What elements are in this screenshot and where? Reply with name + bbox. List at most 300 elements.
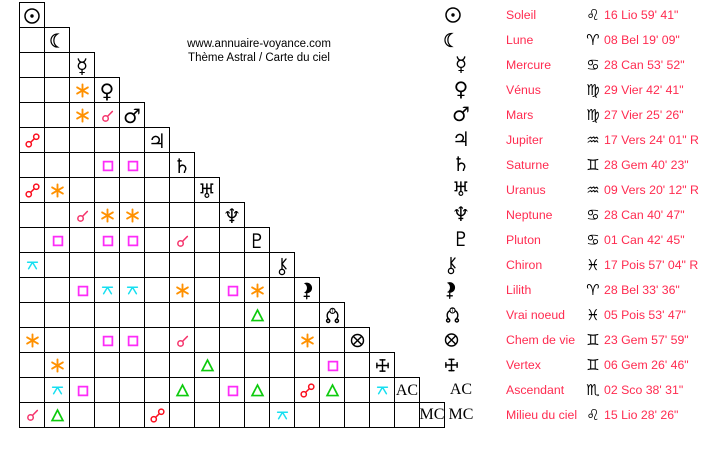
aspect-cell [144, 302, 170, 328]
square-icon [226, 384, 240, 398]
aspect-cell [94, 102, 120, 128]
legend-row [444, 2, 705, 27]
planet-cell-saturn [169, 152, 195, 178]
aspect-cell [119, 327, 145, 353]
planet-position: 28 Bel 33' 36" [604, 282, 680, 297]
aspect-cell [244, 277, 270, 303]
aspect-cell [69, 202, 95, 228]
aspect-cell [19, 177, 45, 203]
aspect-cell [244, 377, 270, 403]
aspect-cell [219, 252, 245, 278]
aspect-cell [69, 327, 95, 353]
aspect-cell [169, 227, 195, 253]
lilith-icon [301, 281, 313, 300]
planet-position: 02 Sco 38' 31" [604, 382, 684, 397]
planet-name: Uranus [506, 182, 546, 197]
aspect-cell [144, 352, 170, 378]
aspect-cell [119, 177, 145, 203]
aspect-cell [169, 352, 195, 378]
aspect-cell [194, 402, 220, 428]
planet-name: Jupiter [506, 132, 543, 147]
legend-glyph [444, 51, 478, 76]
aspect-cell [69, 377, 95, 403]
neptune-icon: ♆ [223, 203, 241, 228]
aspect-cell [19, 127, 45, 153]
legend-row [444, 377, 705, 402]
planet-cell-vertex [369, 352, 395, 378]
aspect-cell [94, 202, 120, 228]
planet-name: Chiron [506, 257, 543, 272]
aquarius-sign-icon: ♒ [586, 180, 600, 199]
planet-name: Ascendant [506, 382, 565, 397]
aspect-cell [144, 277, 170, 303]
chart-subtitle: Thème Astral / Carte du ciel [188, 52, 330, 64]
planet-cell-venus [94, 77, 120, 103]
aspect-cell [94, 127, 120, 153]
aspect-cell [94, 177, 120, 203]
aspect-cell [44, 177, 70, 203]
planet-position: 27 Vier 25' 26" [604, 107, 684, 122]
ac-label: AC [449, 380, 473, 398]
aspect-cell [44, 327, 70, 353]
gemini-sign-icon: ♊ [586, 355, 600, 374]
planet-cell-uranus [194, 177, 220, 203]
legend-row [444, 277, 705, 302]
aspect-cell [194, 277, 220, 303]
pisces-sign-icon: ♓ [586, 255, 600, 274]
trine-icon [250, 308, 265, 323]
sextile-icon [125, 208, 140, 223]
legend-row [444, 402, 705, 427]
planet-name: Chem de vie [506, 332, 576, 347]
planet-name: Milieu du ciel [506, 407, 578, 422]
true-node-icon [324, 307, 341, 324]
aspect-cell [19, 27, 45, 53]
venus-icon: ♀ [99, 78, 115, 103]
aspect-cell [294, 302, 320, 328]
planet-position: 01 Can 42' 45" [604, 232, 685, 247]
trine-icon [175, 383, 190, 398]
virgo-sign-icon: ♍ [586, 105, 600, 124]
conjunction-icon [101, 109, 115, 123]
jupiter-icon: ♃ [148, 128, 166, 153]
mercury-icon: ☿ [75, 53, 89, 78]
legend-glyph [444, 151, 478, 176]
square-icon [226, 284, 240, 298]
legend-glyph [444, 76, 478, 101]
aspect-cell [69, 127, 95, 153]
lilith-icon [444, 280, 456, 299]
legend-row [444, 227, 705, 252]
aspect-cell [244, 252, 270, 278]
chem-de-vie-icon [444, 332, 459, 347]
quincunx-icon [275, 409, 290, 422]
legend-glyph [444, 406, 478, 424]
aspect-cell [19, 402, 45, 428]
trine-icon [250, 383, 265, 398]
aspect-cell [19, 252, 45, 278]
legend-row [444, 202, 705, 227]
aspect-cell [19, 327, 45, 353]
sextile-icon [300, 333, 315, 348]
square-icon [101, 334, 115, 348]
conjunction-icon [176, 334, 190, 348]
aspect-cell [119, 127, 145, 153]
aspect-cell [94, 302, 120, 328]
planet-name: Neptune [506, 207, 553, 222]
planet-cell-jupiter [144, 127, 170, 153]
planet-position: 17 Pois 57' 04" R [604, 257, 699, 272]
leo-sign-icon: ♌ [586, 5, 600, 24]
aspect-cell [269, 302, 295, 328]
opposition-icon [25, 183, 40, 198]
aspect-cell [69, 352, 95, 378]
trine-icon [50, 408, 65, 423]
aspect-cell [194, 327, 220, 353]
aspect-cell [169, 277, 195, 303]
aspect-cell [269, 377, 295, 403]
aspect-cell [44, 102, 70, 128]
aspect-cell [244, 402, 270, 428]
planet-cell-mars [119, 102, 145, 128]
aspect-cell [94, 252, 120, 278]
aspect-cell [294, 377, 320, 403]
planet-cell-AC [394, 377, 420, 403]
legend-row [444, 327, 705, 352]
aspect-cell [69, 402, 95, 428]
moon-icon [50, 32, 64, 49]
aspect-cell [69, 302, 95, 328]
scorpio-sign-icon: ♏ [586, 380, 600, 399]
quincunx-icon [375, 384, 390, 397]
legend-row [444, 152, 705, 177]
aspect-cell [19, 102, 45, 128]
ac-label: AC [395, 381, 419, 399]
aspect-cell [244, 302, 270, 328]
cancer-sign-icon: ♋ [586, 230, 600, 249]
svg-text:T: T [451, 308, 454, 314]
planet-cell-true-node [319, 302, 345, 328]
aspect-cell [144, 327, 170, 353]
quincunx-icon [50, 384, 65, 397]
pisces-sign-icon: ♓ [586, 305, 600, 324]
planet-position: 17 Vers 24' 01" R [604, 132, 699, 147]
legend-row [444, 252, 705, 277]
aspect-cell [219, 227, 245, 253]
aspect-cell [94, 227, 120, 253]
mc-label: MC [448, 405, 474, 423]
aspect-cell [194, 377, 220, 403]
aspect-cell [119, 402, 145, 428]
legend-glyph [444, 201, 478, 226]
planet-cell-moon [44, 27, 70, 53]
aspect-cell [219, 302, 245, 328]
aspect-cell [119, 277, 145, 303]
square-icon [126, 234, 140, 248]
aspect-cell [19, 352, 45, 378]
sextile-icon [50, 183, 65, 198]
aspect-cell [69, 177, 95, 203]
aspect-cell [44, 252, 70, 278]
planet-position: 06 Gem 26' 46" [604, 357, 689, 372]
planet-name: Lune [506, 32, 534, 47]
square-icon [51, 234, 65, 248]
planet-cell-neptune [219, 202, 245, 228]
chem-de-vie-icon [350, 333, 365, 348]
true-node-icon [444, 306, 461, 323]
aspect-cell [69, 152, 95, 178]
planet-position: 16 Lio 59' 41" [604, 7, 679, 22]
moon-icon [444, 31, 458, 48]
planet-cell-chem-de-vie [344, 327, 370, 353]
aspect-cell [94, 352, 120, 378]
planet-position: 29 Vier 42' 41" [604, 82, 684, 97]
planet-position: 28 Can 53' 52" [604, 57, 685, 72]
aspect-cell [169, 402, 195, 428]
svg-text:T: T [330, 309, 334, 315]
planet-position: 05 Pois 53' 47" [604, 307, 686, 322]
planet-cell-sun [19, 2, 45, 28]
cancer-sign-icon: ♋ [586, 205, 600, 224]
aspect-cell [44, 202, 70, 228]
aspect-cell [19, 277, 45, 303]
sextile-icon [75, 83, 90, 98]
legend-glyph [444, 381, 478, 399]
aspect-cell [94, 327, 120, 353]
conjunction-icon [26, 408, 40, 422]
sun-icon [444, 6, 462, 24]
site-url: www.annuaire-voyance.com [187, 38, 331, 50]
aspect-cell [144, 252, 170, 278]
square-icon [76, 284, 90, 298]
planet-position: 23 Gem 57' 59" [604, 332, 689, 347]
quincunx-icon [25, 259, 40, 272]
sextile-icon [50, 358, 65, 373]
planet-name: Lilith [506, 282, 532, 297]
legend-row [444, 102, 705, 127]
aspect-cell [169, 177, 195, 203]
square-icon [101, 234, 115, 248]
aspect-cell [169, 327, 195, 353]
opposition-icon [25, 133, 40, 148]
mars-icon: ♂ [123, 103, 141, 128]
aspect-cell [94, 277, 120, 303]
planet-name: Vénus [506, 82, 541, 97]
mars-icon: ♂ [452, 101, 470, 126]
aspect-cell [344, 377, 370, 403]
aspect-cell [144, 402, 170, 428]
chiron-icon [444, 255, 458, 275]
aspect-cell [219, 377, 245, 403]
aspect-cell [219, 402, 245, 428]
vertex-icon [375, 358, 390, 373]
planet-cell-chiron [269, 252, 295, 278]
aspect-cell [44, 402, 70, 428]
aspect-cell [344, 402, 370, 428]
aspect-cell [119, 302, 145, 328]
aspect-cell [144, 152, 170, 178]
quincunx-icon [125, 284, 140, 297]
aspect-cell [44, 152, 70, 178]
conjunction-icon [76, 209, 90, 223]
aspect-cell [194, 202, 220, 228]
planet-cell-pluto [244, 227, 270, 253]
aspect-cell [144, 377, 170, 403]
opposition-icon [150, 408, 165, 423]
legend-glyph [444, 226, 478, 251]
legend-glyph [444, 357, 478, 372]
uranus-icon: ♅ [198, 178, 216, 203]
aspect-cell [319, 352, 345, 378]
square-icon [101, 159, 115, 173]
trine-icon [200, 358, 215, 373]
aspect-cell [194, 352, 220, 378]
aspect-cell [44, 52, 70, 78]
aspect-cell [44, 227, 70, 253]
sextile-icon [25, 333, 40, 348]
planet-position: 15 Lio 28' 26" [604, 407, 679, 422]
aspect-cell [19, 152, 45, 178]
aspect-cell [69, 77, 95, 103]
legend-row [444, 27, 705, 52]
legend-glyph [444, 280, 478, 299]
aspect-cell [294, 402, 320, 428]
aspect-cell [119, 352, 145, 378]
gemini-sign-icon: ♊ [586, 330, 600, 349]
aspect-cell [269, 352, 295, 378]
sextile-icon [75, 108, 90, 123]
aspect-cell [19, 302, 45, 328]
aspect-cell [269, 402, 295, 428]
aspect-cell [94, 377, 120, 403]
aspect-cell [344, 352, 370, 378]
aspect-cell [294, 352, 320, 378]
opposition-icon [300, 383, 315, 398]
aspect-cell [369, 402, 395, 428]
planet-name: Vertex [506, 357, 541, 372]
planet-cell-MC [419, 402, 445, 428]
square-icon [326, 359, 340, 373]
aspect-cell [319, 402, 345, 428]
aspect-cell [94, 152, 120, 178]
legend-glyph [444, 31, 478, 48]
aspect-cell [44, 127, 70, 153]
aspect-cell [244, 352, 270, 378]
mc-label: MC [419, 406, 445, 423]
aspect-cell [94, 402, 120, 428]
neptune-icon: ♆ [452, 201, 470, 226]
planet-position: 08 Bel 19' 09" [604, 32, 680, 47]
aspect-cell [169, 202, 195, 228]
leo-sign-icon: ♌ [586, 405, 600, 424]
aspect-cell [394, 402, 420, 428]
aquarius-sign-icon: ♒ [586, 130, 600, 149]
aspect-cell [44, 352, 70, 378]
planet-name: Soleil [506, 7, 537, 22]
legend-row [444, 302, 705, 327]
legend-glyph [444, 6, 478, 24]
saturn-icon: ♄ [452, 151, 470, 176]
gemini-sign-icon: ♊ [586, 155, 600, 174]
square-icon [76, 384, 90, 398]
aspect-cell [19, 77, 45, 103]
uranus-icon: ♅ [452, 176, 470, 201]
aspect-cell [19, 52, 45, 78]
planet-position: 28 Gem 40' 23" [604, 157, 689, 172]
aspect-cell [19, 377, 45, 403]
aspect-cell [44, 277, 70, 303]
aspect-cell [169, 252, 195, 278]
aspect-cell [69, 102, 95, 128]
planet-position: 28 Can 40' 47" [604, 207, 685, 222]
quincunx-icon [100, 284, 115, 297]
planet-name: Mercure [506, 57, 552, 72]
aspect-cell [19, 202, 45, 228]
aspect-cell [219, 277, 245, 303]
aspect-cell [119, 202, 145, 228]
legend-glyph [444, 101, 478, 126]
aspect-cell [219, 327, 245, 353]
aspect-cell [44, 302, 70, 328]
chiron-icon [275, 256, 289, 276]
planet-name: Mars [506, 107, 534, 122]
mercury-icon: ☿ [454, 51, 468, 76]
cancer-sign-icon: ♋ [586, 55, 600, 74]
aspect-cell [69, 277, 95, 303]
aspect-cell [144, 202, 170, 228]
aspect-cell [244, 327, 270, 353]
square-icon [126, 159, 140, 173]
aspect-cell [119, 227, 145, 253]
aspect-cell [144, 227, 170, 253]
trine-icon [325, 383, 340, 398]
pluto-icon: ♇ [452, 226, 470, 251]
conjunction-icon [176, 234, 190, 248]
aspect-cell [169, 302, 195, 328]
aspect-cell [294, 327, 320, 353]
planet-name: Saturne [506, 157, 550, 172]
sextile-icon [100, 208, 115, 223]
aspect-cell [44, 77, 70, 103]
aspect-cell [319, 327, 345, 353]
aspect-cell [194, 227, 220, 253]
aspect-cell [119, 377, 145, 403]
aspect-cell [144, 177, 170, 203]
aspect-cell [119, 152, 145, 178]
chart-header [109, 37, 409, 65]
legend-glyph [444, 332, 478, 347]
aspect-cell [194, 252, 220, 278]
aspect-cell [269, 327, 295, 353]
aspect-cell [119, 252, 145, 278]
square-icon [126, 334, 140, 348]
legend-row [444, 77, 705, 102]
vertex-icon [444, 357, 459, 372]
aspect-cell [269, 277, 295, 303]
legend-row [444, 127, 705, 152]
sun-icon [23, 7, 41, 25]
sextile-icon [175, 283, 190, 298]
jupiter-icon: ♃ [452, 126, 470, 151]
aspect-cell [219, 352, 245, 378]
planet-cell-mercury [69, 52, 95, 78]
aspect-cell [69, 227, 95, 253]
aspect-cell [369, 377, 395, 403]
planet-position: 09 Vers 20' 12" R [604, 182, 699, 197]
aspect-cell [44, 377, 70, 403]
legend-glyph [444, 126, 478, 151]
planet-name: Pluton [506, 232, 541, 247]
